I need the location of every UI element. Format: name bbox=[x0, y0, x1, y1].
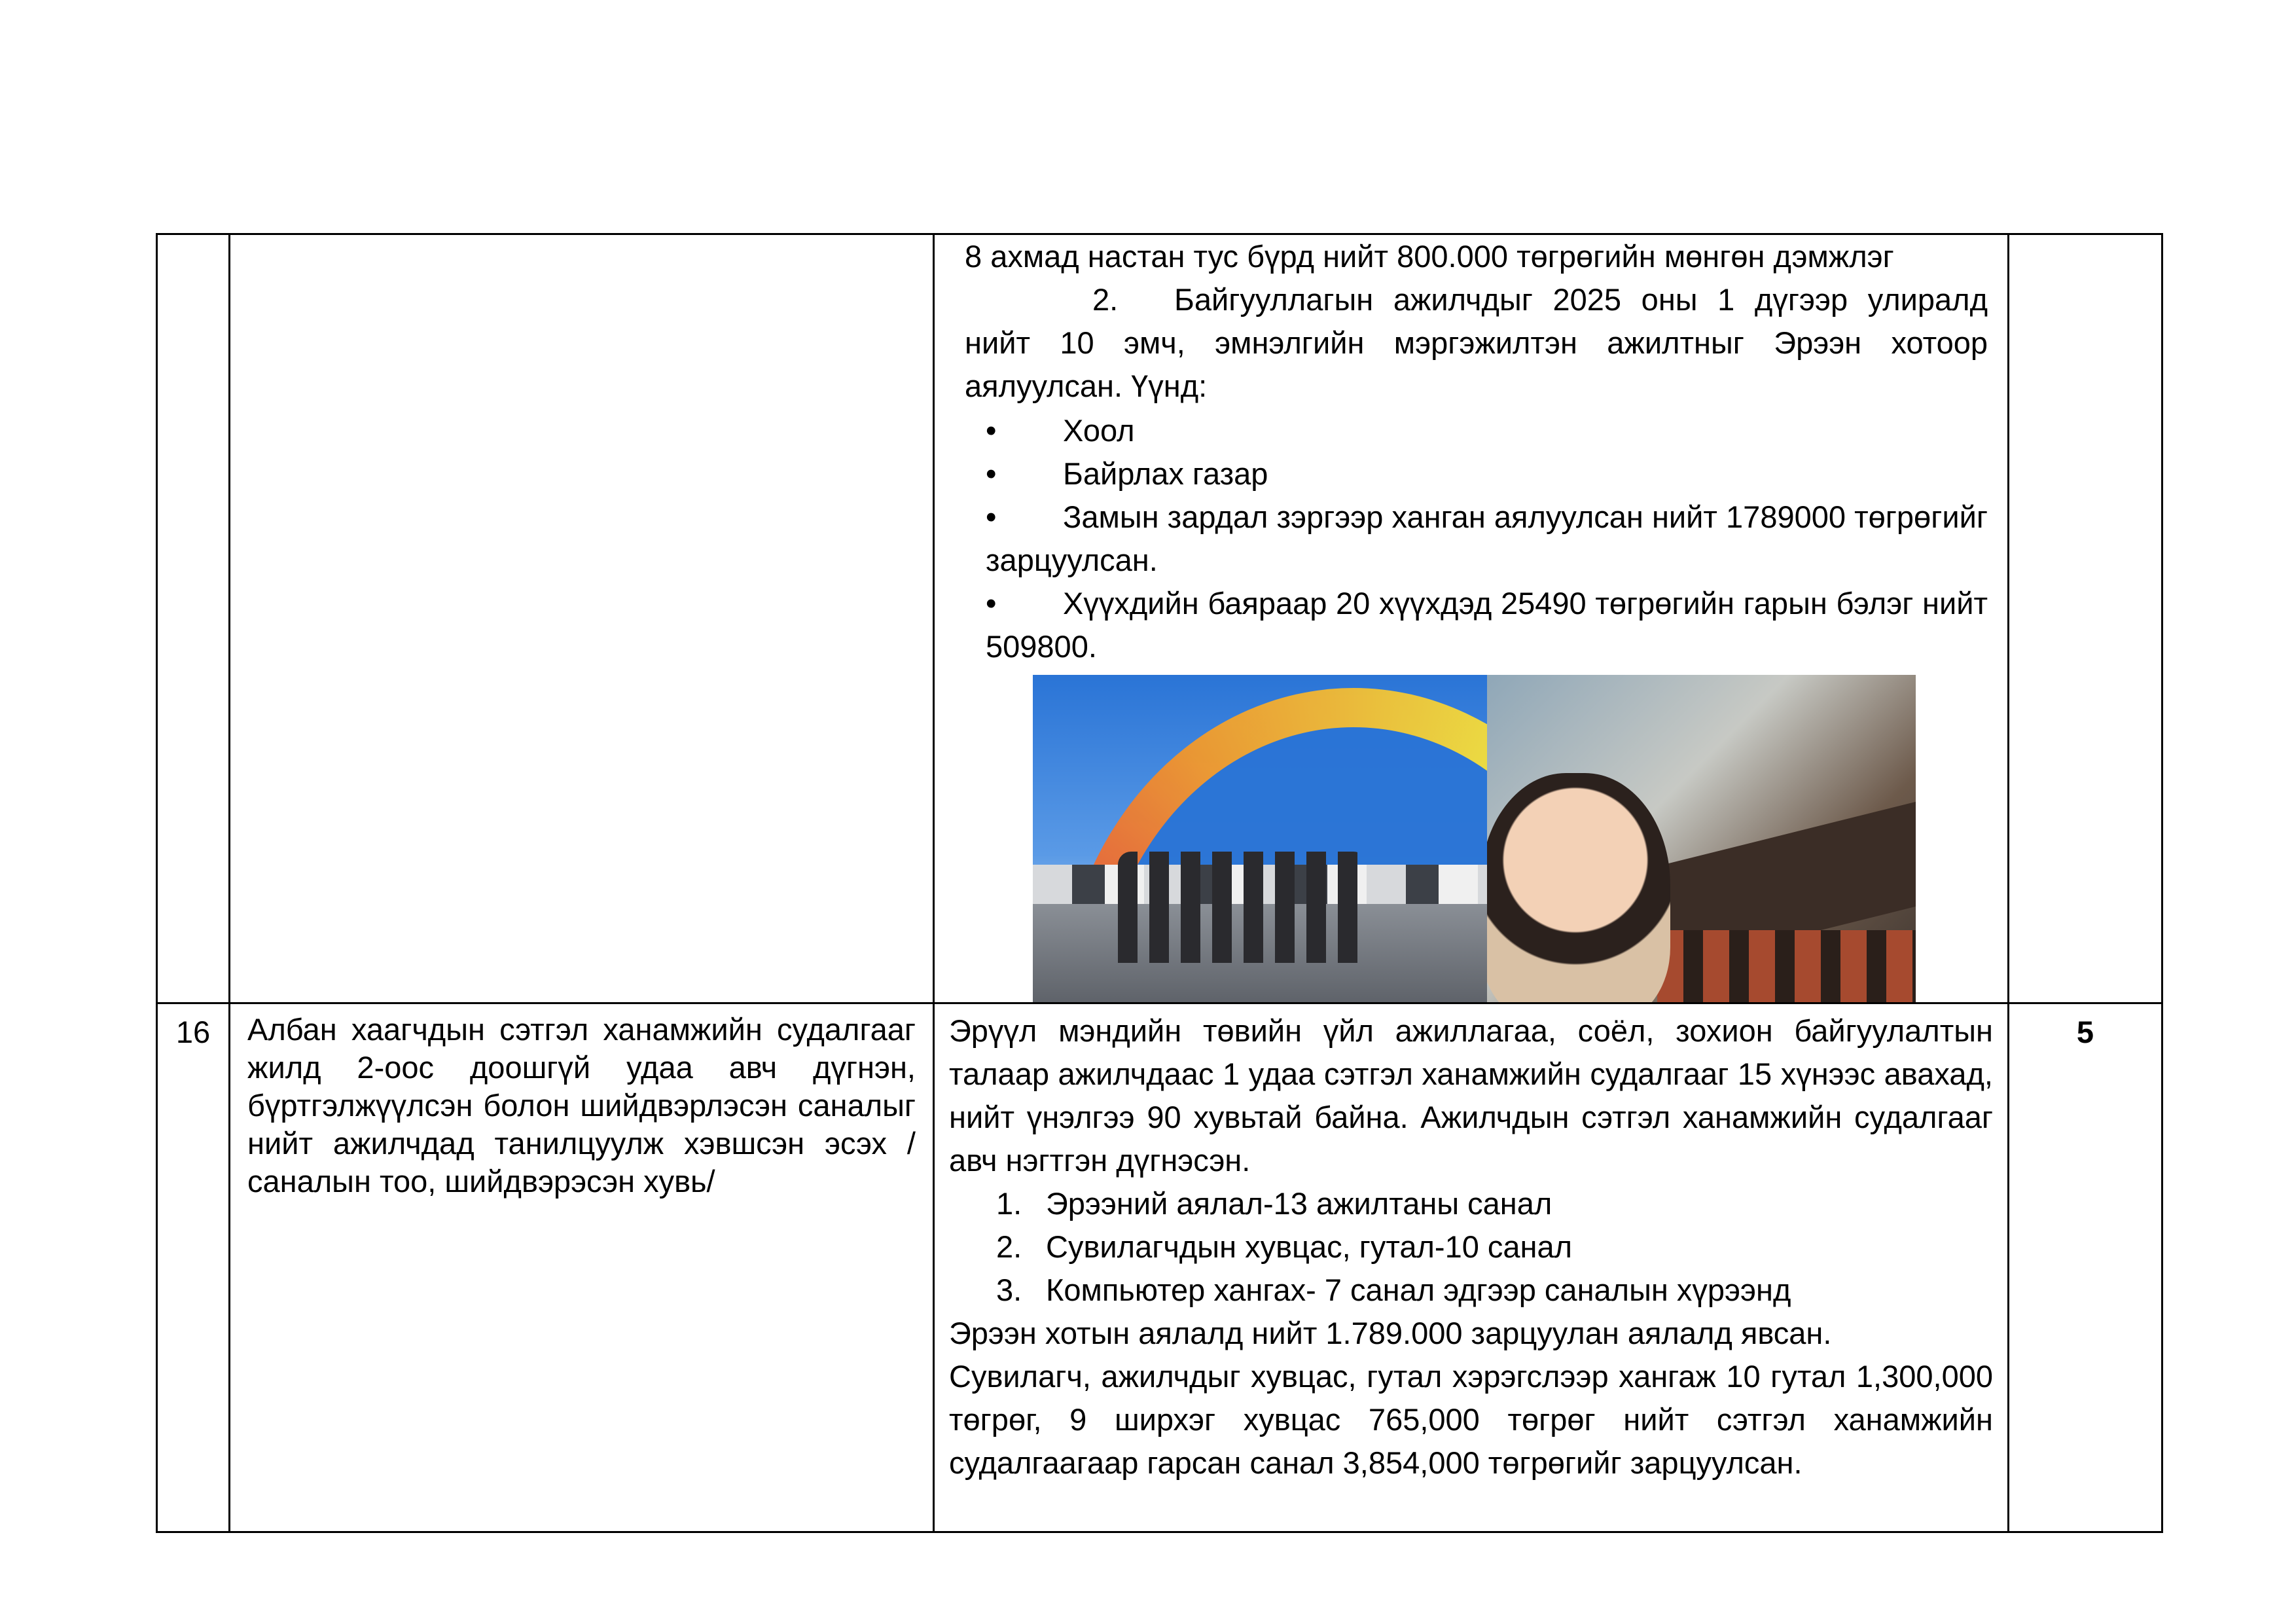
table-row bbox=[157, 1003, 2162, 1532]
bullet-text: Байрлах газар bbox=[1063, 456, 1268, 491]
description-cell bbox=[934, 1003, 2009, 1532]
bullet-icon: • bbox=[986, 499, 997, 534]
bullet-icon: • bbox=[986, 586, 997, 621]
score-cell bbox=[2009, 234, 2162, 1003]
description-cell bbox=[934, 234, 2009, 1003]
bullet-text: Хүүхдийн баяраар 20 хүүхдэд 25490 төгрөгийн гарын бэлэг нийт 509800. bbox=[986, 586, 1988, 664]
bullet-icon: • bbox=[986, 456, 997, 491]
list-item bbox=[965, 582, 1988, 668]
trip-expense: Эрээн хотын аялалд нийт 1.789.000 зарцуулан аялалд явсан. bbox=[949, 1316, 1832, 1350]
bullet-icon: • bbox=[986, 413, 997, 448]
list-item bbox=[965, 452, 1988, 496]
score-cell: 5 bbox=[2009, 1003, 2162, 1532]
list-item: 2. Сувилагчдын хувцас, гутал-10 санал bbox=[996, 1229, 1573, 1264]
list-item bbox=[965, 496, 1988, 582]
rainbow-arch-photo bbox=[1033, 675, 1487, 1002]
item-2-number: 2. bbox=[1092, 282, 1119, 317]
item-2-first-line bbox=[965, 278, 1988, 321]
criterion-cell: Албан хаагчдын сэтгэл ханамжийн судалгааг жилд 2-оос доошгүй удаа авч дүгнэн, бүртгэлжүүлсэн болон шийдвэрлэсэн саналыг нийт ажилчдад танилцуулж хэвшсэн эсэх /саналын тоо, шийдвэрэсэн хувь/ bbox=[230, 1003, 934, 1532]
list-item: 3. Компьютер хангах- 7 санал эдгээр саналын хүрээнд bbox=[996, 1272, 1791, 1307]
bullet-text: Замын зардал зэргээр ханган аялуулсан нийт 1789000 төгрөгийг зарцуулсан. bbox=[986, 499, 1988, 577]
criterion-cell bbox=[230, 234, 934, 1003]
survey-intro: Эрүүл мэндийн төвийн үйл ажиллагаа, соёл, зохион байгуулалтын талаар ажилчдаас 1 удаа сэтгэл ханамжийн судалгааг 15 хүнээс авахад, нийт үнэлгээ 90 хувьтай байна. Ажилчдын сэтгэл ханамжийн судалгааг авч нэгтгэн дүгнэсэн. bbox=[949, 1013, 1993, 1178]
restaurant-group-photo bbox=[1487, 675, 1916, 1002]
item-2-text: Байгууллагын ажилчдыг 2025 оны 1 дүгээр улиралд bbox=[1174, 282, 1988, 317]
row-number: 16 bbox=[157, 1003, 230, 1532]
proposal-list bbox=[949, 1182, 1993, 1312]
row-number bbox=[157, 234, 230, 1003]
photo-strip bbox=[1033, 675, 1988, 1002]
bullet-text: Хоол bbox=[1063, 413, 1135, 448]
report-table bbox=[156, 233, 2163, 1533]
list-item bbox=[965, 409, 1988, 452]
table-row bbox=[157, 234, 2162, 1003]
item-2-rest: нийт 10 эмч, эмнэлгийн мэргэжилтэн ажилтныг Эрээн хотоор аялуулсан. Үүнд: bbox=[965, 325, 1988, 403]
list-item: 1. Эрээний аялал-13 ажилтаны санал bbox=[996, 1186, 1552, 1221]
support-line: 8 ахмад настан тус бүрд нийт 800.000 төгрөгийн мөнгөн дэмжлэг bbox=[965, 239, 1894, 274]
uniform-expense: Сувилагч, ажилчдыг хувцас, гутал хэрэгслээр хангаж 10 гутал 1,300,000 төгрөг, 9 ширхэг хувцас 765,000 төгрөг нийт сэтгэл ханамжийн судалгаагаар гарсан санал 3,854,000 төгрөгийг зарцуулсан. bbox=[949, 1359, 1993, 1480]
